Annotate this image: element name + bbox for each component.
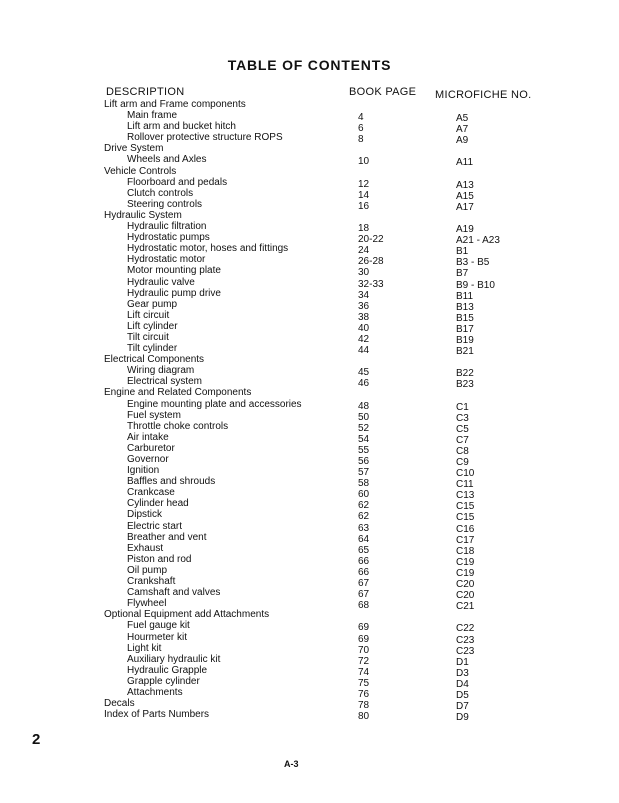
toc-description: Camshaft and valves [127, 587, 221, 599]
toc-description: Light kit [127, 642, 162, 654]
toc-description: Decals [104, 698, 135, 710]
toc-description: Governor [127, 454, 169, 465]
toc-description: Wiring diagram [127, 365, 195, 377]
toc-description: Drive System [104, 143, 164, 155]
toc-microfiche: C23 [456, 645, 475, 657]
toc-book-page: 46 [358, 378, 370, 390]
toc-description: Crankshaft [127, 576, 176, 588]
toc-book-page: 12 [358, 178, 370, 190]
toc-book-page: 6 [358, 123, 364, 135]
toc-entry [0, 121, 619, 136]
toc-description: Hydraulic System [104, 209, 182, 221]
toc-book-page: 48 [358, 400, 370, 412]
toc-entry [0, 509, 619, 524]
toc-entry [0, 365, 619, 380]
toc-description: Electrical Components [104, 354, 205, 366]
toc-book-page: 42 [358, 333, 370, 345]
toc-microfiche: C16 [456, 523, 475, 535]
toc-entry [0, 110, 619, 125]
toc-book-page: 66 [358, 566, 370, 578]
toc-book-page: 45 [358, 367, 370, 379]
toc-description: Dipstick [127, 509, 163, 521]
toc-description: Fuel system [127, 409, 181, 421]
toc-entry [0, 620, 619, 635]
toc-microfiche: D5 [456, 689, 469, 701]
toc-book-page: 14 [358, 189, 370, 201]
toc-description: Motor mounting plate [127, 265, 221, 277]
toc-book-page: 78 [358, 700, 370, 712]
toc-description: Hydrostatic motor [127, 254, 206, 266]
toc-entry [0, 420, 619, 435]
toc-entry [0, 132, 619, 147]
toc-description: Breather and vent [127, 531, 207, 543]
toc-book-page: 72 [358, 655, 370, 667]
toc-description: Crankcase [127, 487, 175, 499]
toc-description: Oil pump [127, 564, 168, 576]
toc-section [0, 354, 619, 365]
toc-section [0, 99, 619, 110]
page-number: 2 [32, 731, 41, 748]
toc-microfiche: C3 [456, 412, 469, 424]
toc-section [0, 387, 619, 398]
toc-entry [0, 320, 619, 335]
toc-microfiche: D9 [456, 712, 469, 724]
toc-description: Hydraulic filtration [127, 221, 207, 233]
toc-microfiche: B7 [456, 268, 469, 280]
toc-book-page: 16 [358, 200, 370, 212]
toc-microfiche: C20 [456, 579, 475, 591]
toc-microfiche: C18 [456, 545, 475, 557]
toc-book-page: 24 [358, 245, 370, 257]
toc-entry [0, 409, 619, 424]
toc-section [0, 210, 619, 221]
toc-entry [0, 675, 619, 690]
toc-microfiche: C21 [456, 601, 475, 613]
toc-description: Tilt circuit [127, 331, 169, 343]
toc-book-page: 54 [358, 433, 370, 445]
toc-description: Ignition [127, 465, 160, 477]
toc-entry [0, 309, 619, 324]
toc-book-page: 65 [358, 544, 370, 556]
toc-microfiche: C11 [456, 479, 474, 491]
toc-book-page: 74 [358, 666, 370, 678]
toc-description: Carburetor [127, 442, 175, 454]
toc-book-page: 36 [358, 300, 370, 312]
toc-description: Fuel gauge kit [127, 620, 190, 632]
toc-section [0, 166, 619, 177]
toc-book-page: 10 [358, 156, 370, 168]
toc-microfiche: D4 [456, 678, 469, 690]
toc-description: Lift circuit [127, 309, 170, 321]
toc-entry [0, 664, 619, 679]
toc-description: Electric start [127, 520, 183, 532]
toc-description: Exhaust [127, 542, 164, 554]
toc-description: Lift arm and Frame components [104, 99, 246, 110]
toc-book-page: 8 [358, 134, 364, 146]
toc-microfiche: A13 [456, 179, 474, 191]
toc-book-page: 34 [358, 289, 370, 301]
toc-microfiche: B11 [456, 290, 474, 302]
toc-microfiche: B13 [456, 301, 474, 313]
toc-microfiche: A9 [456, 135, 469, 147]
toc-microfiche: C13 [456, 490, 475, 502]
toc-description: Tilt cylinder [127, 343, 178, 355]
toc-entry [0, 154, 619, 169]
toc-book-page: 75 [358, 677, 370, 689]
toc-entry [0, 298, 619, 313]
toc-book-page: 26-28 [358, 256, 384, 268]
toc-microfiche: C19 [456, 567, 475, 579]
toc-entry [0, 431, 619, 446]
toc-description: Optional Equipment add Attachments [104, 609, 270, 621]
toc-entry [0, 232, 619, 247]
toc-microfiche: A17 [456, 201, 474, 213]
toc-microfiche: B22 [456, 368, 474, 380]
toc-description: Gear pump [127, 298, 178, 310]
toc-microfiche: C9 [456, 457, 469, 468]
toc-entry [0, 598, 619, 613]
toc-entry [0, 487, 619, 502]
toc-microfiche: D7 [456, 701, 469, 713]
toc-book-page: 67 [358, 589, 370, 601]
toc-microfiche: C15 [456, 512, 475, 524]
toc-description: Hydraulic Grapple [127, 664, 208, 676]
toc-book-page: 30 [358, 267, 370, 279]
toc-microfiche: B3 - B5 [456, 257, 490, 269]
description-header: DESCRIPTION [106, 86, 185, 98]
toc-book-page: 64 [358, 533, 370, 545]
toc-book-page: 20-22 [358, 234, 384, 246]
toc-book-page: 38 [358, 311, 370, 323]
toc-description: Wheels and Axles [127, 154, 207, 166]
toc-microfiche: C22 [456, 623, 475, 635]
toc-entry [0, 520, 619, 535]
toc-description: Hydraulic pump drive [127, 287, 221, 299]
toc-description: Rollover protective structure ROPS [127, 132, 283, 144]
toc-entry [0, 198, 619, 213]
toc-description: Floorboard and pedals [127, 176, 228, 188]
toc-description: Grapple cylinder [127, 675, 200, 687]
toc-entry [0, 564, 619, 579]
toc-description: Auxiliary hydraulic kit [127, 653, 221, 665]
toc-description: Cylinder head [127, 498, 189, 510]
toc-description: Attachments [127, 686, 183, 698]
toc-book-page: 62 [358, 511, 370, 523]
toc-entry [0, 686, 619, 701]
toc-entry [0, 376, 619, 391]
toc-microfiche: A7 [456, 124, 469, 136]
toc-description: Lift arm and bucket hitch [127, 121, 236, 133]
toc-list [0, 99, 619, 724]
toc-book-page: 66 [358, 555, 370, 567]
toc-book-page: 32-33 [358, 278, 384, 290]
toc-book-page: 62 [358, 500, 370, 512]
toc-entry [0, 221, 619, 236]
toc-microfiche: C8 [456, 445, 469, 457]
page-title: TABLE OF CONTENTS [227, 57, 392, 73]
toc-microfiche: D1 [456, 656, 469, 668]
toc-description: Hourmeter kit [127, 631, 188, 643]
toc-description: Hydraulic valve [127, 276, 195, 288]
toc-microfiche: C1 [456, 401, 469, 413]
toc-microfiche: B23 [456, 379, 474, 391]
toc-description: Flywheel [127, 598, 167, 610]
toc-description: Clutch controls [127, 187, 194, 199]
toc-description: Main frame [127, 110, 178, 122]
toc-book-page: 69 [358, 622, 370, 634]
toc-book-page: 63 [358, 522, 370, 534]
toc-description: Index of Parts Numbers [104, 709, 210, 721]
toc-entry [0, 553, 619, 568]
toc-microfiche: C7 [456, 434, 469, 446]
toc-entry [0, 498, 619, 513]
toc-entry [0, 243, 619, 258]
toc-description: Hydrostatic pumps [127, 232, 210, 244]
toc-microfiche: C20 [456, 590, 475, 602]
toc-microfiche: B19 [456, 334, 474, 346]
toc-entry [0, 254, 619, 269]
toc-entry [0, 531, 619, 546]
toc-entry [0, 465, 619, 480]
toc-entry [0, 642, 619, 657]
toc-description: Engine and Related Components [104, 387, 252, 399]
toc-section [0, 698, 619, 713]
toc-entry [0, 631, 619, 646]
toc-microfiche: A21 - A23 [456, 235, 500, 247]
toc-entry [0, 398, 619, 413]
toc-book-page: 4 [358, 112, 364, 124]
toc-description: Steering controls [127, 198, 203, 210]
toc-microfiche: D3 [456, 667, 469, 679]
toc-entry [0, 454, 619, 468]
toc-description: Hydrostatic motor, hoses and fittings [127, 243, 289, 255]
toc-entry [0, 187, 619, 202]
toc-description: Lift cylinder [127, 320, 178, 332]
toc-entry [0, 265, 619, 280]
toc-description: Vehicle Controls [104, 165, 177, 177]
toc-entry [0, 442, 619, 457]
toc-entry [0, 331, 619, 346]
toc-microfiche: B21 [456, 346, 474, 358]
toc-book-page: 56 [358, 456, 370, 467]
toc-entry [0, 542, 619, 557]
toc-book-page: 57 [358, 467, 370, 479]
toc-entry [0, 287, 619, 302]
toc-description: Throttle choke controls [127, 420, 229, 432]
book-page-header: BOOK PAGE [349, 86, 417, 98]
toc-book-page: 50 [358, 411, 370, 423]
toc-description: Engine mounting plate and accessories [127, 398, 302, 410]
toc-entry [0, 587, 619, 602]
toc-entry [0, 176, 619, 191]
toc-description: Electrical system [127, 376, 203, 388]
toc-description: Baffles and shrouds [127, 476, 216, 488]
microfiche-header: MICROFICHE NO. [435, 89, 532, 101]
toc-book-page: 58 [358, 478, 370, 490]
toc-microfiche: B9 - B10 [456, 279, 495, 291]
toc-entry [0, 476, 619, 491]
toc-book-page: 18 [358, 223, 370, 235]
toc-microfiche: C17 [456, 534, 475, 546]
toc-description: Piston and rod [127, 553, 192, 565]
footer-code: A-3 [284, 759, 299, 769]
toc-microfiche: C5 [456, 423, 469, 435]
toc-book-page: 67 [358, 578, 370, 590]
toc-book-page: 76 [358, 688, 370, 700]
toc-book-page: 55 [358, 444, 370, 456]
toc-entry [0, 653, 619, 668]
toc-entry [0, 343, 619, 358]
toc-entry [0, 576, 619, 591]
toc-microfiche: B1 [456, 246, 469, 258]
toc-microfiche: C23 [456, 634, 475, 646]
toc-book-page: 68 [358, 600, 370, 612]
toc-microfiche: C10 [456, 468, 475, 480]
toc-book-page: 60 [358, 489, 370, 501]
toc-microfiche: B17 [456, 323, 474, 335]
toc-microfiche: C19 [456, 556, 475, 568]
toc-description: Air intake [127, 431, 169, 443]
toc-microfiche: A5 [456, 113, 469, 125]
toc-microfiche: B15 [456, 312, 474, 324]
toc-book-page: 80 [358, 711, 370, 723]
toc-section [0, 143, 619, 154]
toc-section [0, 609, 619, 620]
toc-microfiche: A11 [456, 157, 474, 169]
toc-book-page: 40 [358, 322, 370, 334]
toc-microfiche: A15 [456, 190, 474, 202]
toc-book-page: 52 [358, 422, 370, 434]
toc-microfiche: A19 [456, 224, 474, 236]
toc-book-page: 44 [358, 345, 370, 357]
toc-microfiche: C15 [456, 501, 475, 513]
toc-section [0, 709, 619, 724]
toc-entry [0, 276, 619, 291]
toc-book-page: 69 [358, 633, 370, 645]
toc-book-page: 70 [358, 644, 370, 656]
